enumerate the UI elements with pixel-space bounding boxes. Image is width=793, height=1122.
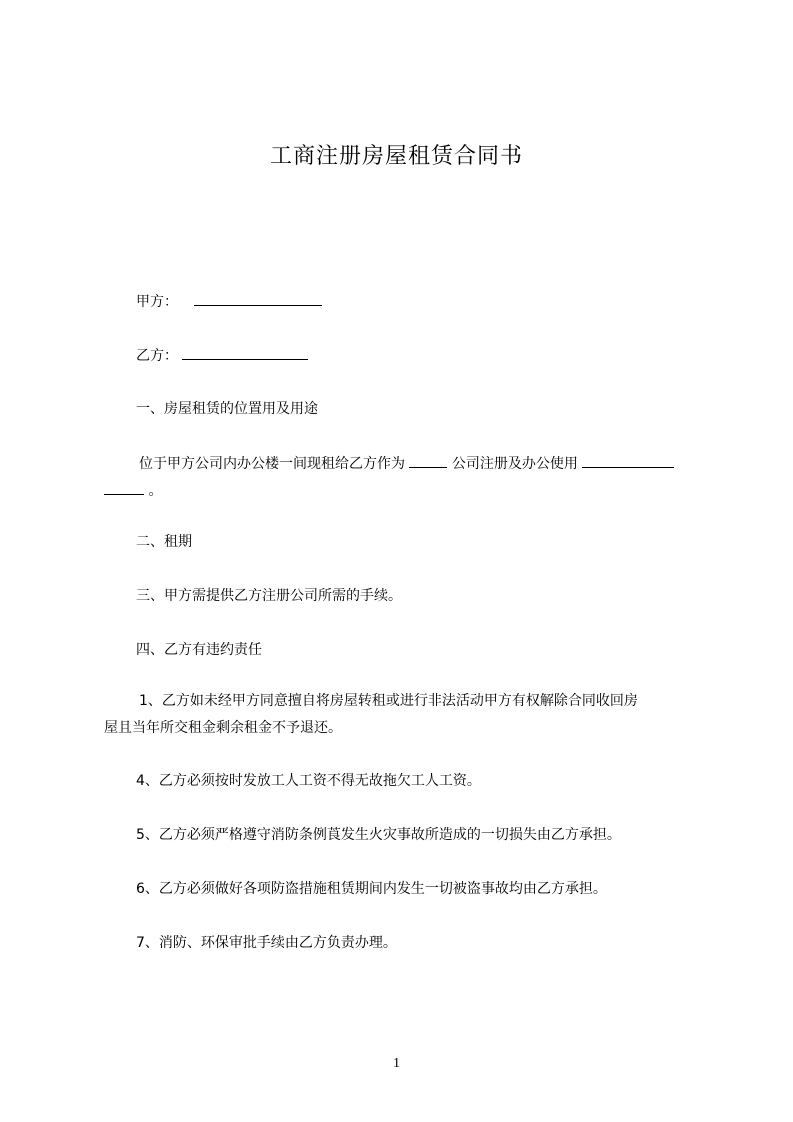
section-1-text-line2 <box>104 480 704 501</box>
section-1-text-a: 位于甲方公司内办公楼一间现租给乙方作为 <box>139 456 405 472</box>
clause-4: 4、乙方必须按时发放工人工资不得无故拖欠工人工资。 <box>136 773 481 789</box>
section-2-heading: 二、租期 <box>136 534 192 550</box>
clause-1-line2: 屋且当年所交租金剩余租金不予退还。 <box>104 720 342 736</box>
section-1-heading: 一、房屋租赁的位置用及用途 <box>136 401 318 417</box>
clause-7: 7、消防、环保审批手续由乙方负责办理。 <box>136 935 397 951</box>
party-b-label: 乙方： <box>136 348 178 364</box>
page-number: 1 <box>393 1056 400 1071</box>
company-name-blank <box>409 453 447 468</box>
section-4-heading: 四、乙方有违约责任 <box>136 642 262 658</box>
section-1-text-line1 <box>139 453 739 474</box>
party-b-line <box>136 345 736 366</box>
section-1-text-b: 公司注册及办公使用 <box>451 456 578 472</box>
party-a-label: 甲方： <box>136 294 178 310</box>
clause-5: 5、乙方必须严格遵守消防条例莨发生火灾事故所造成的一切损失由乙方承担。 <box>136 827 621 843</box>
clause-6: 6、乙方必须做好各项防盗措施租赁期间内发生一切被盗事故均由乙方承担。 <box>136 881 607 897</box>
section-1-text-end: 。 <box>148 483 163 499</box>
document-title: 工商注册房屋租赁合同书 <box>269 144 523 169</box>
section-3-heading: 三、甲方需提供乙方注册公司所需的手续。 <box>136 588 402 604</box>
usage-blank-1 <box>582 453 674 468</box>
clause-1-line1: 1、乙方如未经甲方同意擅自将房屋转租或进行非法活动甲方有权解除合同收回房 <box>139 693 638 709</box>
party-b-blank <box>182 345 308 360</box>
usage-blank-2 <box>104 480 144 495</box>
party-a-blank <box>194 291 322 306</box>
party-a-line <box>136 291 736 312</box>
